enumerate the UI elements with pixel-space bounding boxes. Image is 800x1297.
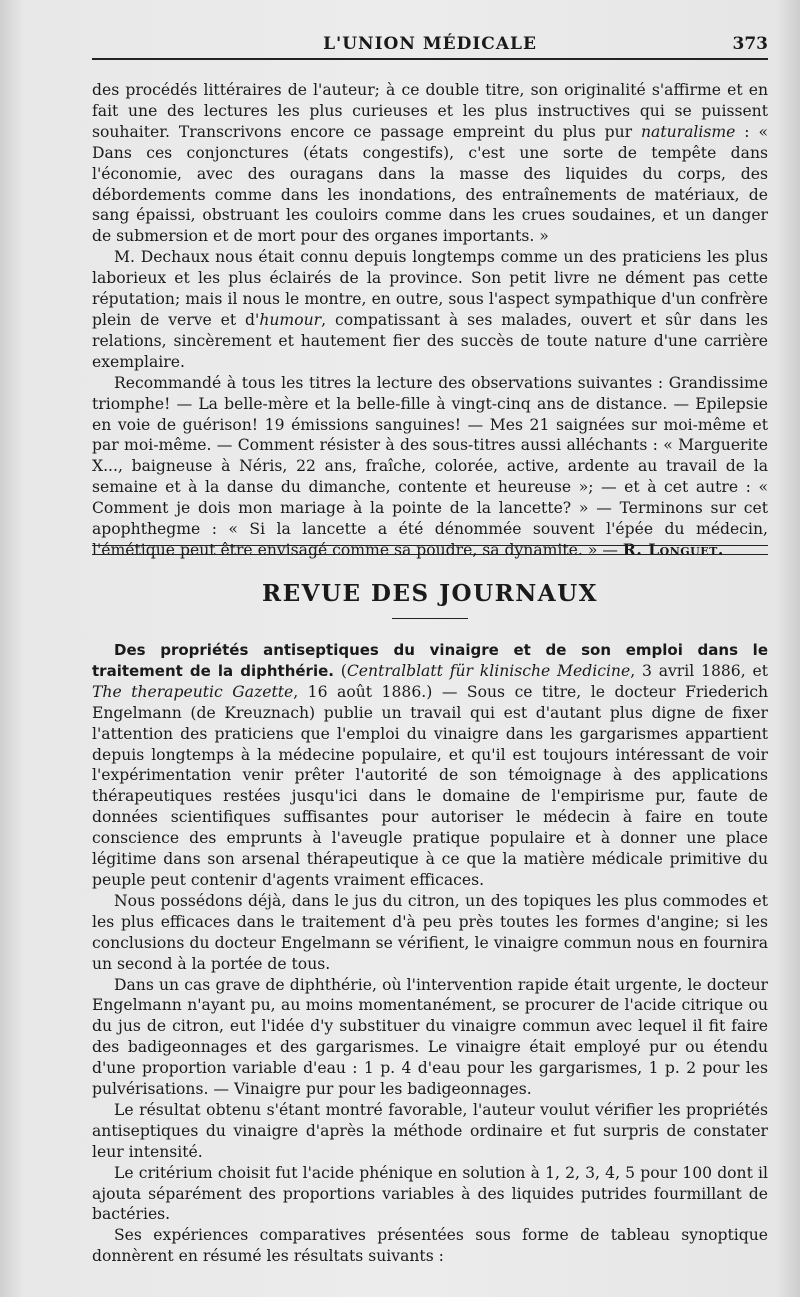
paragraph bbox=[92, 373, 768, 561]
text-run: ( bbox=[333, 661, 347, 680]
paragraph: Le critérium choisit fut l'acide phénique en solution à 1, 2, 3, 4, 5 pour 100 dont il ajouta séparément des proportions variables à des liquides putrides fourmillant de bactéries. bbox=[92, 1163, 768, 1224]
text-run: — Sous ce titre, le docteur Friederich Engelmann (de Kreuznach) publie un travail qui est d'autant plus digne de fixer l'attention des praticiens que l'emploi du vinaigre dans les gargarismes appartient depuis longtemps à la médecine populaire, et qu'il est toujours intéressant de voir l'expérimentation venir prêter l'autorité de son témoignage à des applications thérapeutiques restées jusqu'ici dans le domaine de l'empirisme pur, faute de données scientifiques suffisantes pour autoriser le médecin à faire en toute conscience des emprunts à l'aveugle pratique populaire et à donner une place légitime dans son arsenal thérapeutique à ce que la matière médicale primitive du peuple peut contenir d'agents vraiment efficaces. bbox=[92, 682, 769, 889]
title-rule bbox=[392, 618, 468, 619]
paragraph bbox=[92, 80, 768, 247]
text-run: , 3 avril 1886, et bbox=[630, 661, 768, 680]
italic-term: humour bbox=[259, 310, 322, 329]
journal-title: L'UNION MÉDICALE bbox=[323, 34, 537, 54]
text-run: , 16 août 1886.) bbox=[293, 682, 433, 701]
paragraph: Nous possédons déjà, dans le jus du citron, un des topiques les plus commodes et les plus efficaces dans le traitement d'à peu près toutes les formes d'angine; si les conclusions du docteur Engelmann se vérifient, le vinaigre commun nous en fournira un second à la portée de tous. bbox=[92, 891, 768, 973]
text-run: des procédés littéraires de l'auteur; à ce double titre, son originalité s'affirme et en fait une des lectures les plus curieuses et les plus instructives qui se puissent souhaiter. Transcrivons encore ce passage empreint du plus pur bbox=[92, 81, 768, 141]
section-title: REVUE DES JOURNAUX bbox=[261, 580, 599, 607]
text-run: Recommandé à tous les titres la lecture des observations suivantes : Grandissime triomphe! — La belle-mère et la belle-fille à vingt-cinq ans de distance. — Epilepsie en voie de guérison! 19 émissions sanguines! — Mes 21 saignées sur moi-même et par moi-même. — Comment résister à des sous-titres aussi alléchants : « Marguerite X..., baigneuse à Néris, 22 ans, fraîche, colorée, active, ardente au travail de la semaine et à la danse du dimanche, contente et heureuse »; — et à cet autre : « Comment je dois mon mariage à la pointe de la lancette? » — Terminons sur cet apophthegme : « Si la lancette a été dénommée souvent l'épée du médecin, l'émétique peut être envisagé comme sa poudre, sa dynamite. » — bbox=[92, 373, 768, 559]
running-head bbox=[92, 28, 768, 60]
text-run: : « Dans ces conjonctures (états congestifs), c'est une sorte de tempête dans l'économie, avec des ouragans dans la masse des liquides du corps, des débordements comme dans les inondations, des entraînements de matériaux, de sang épaissi, obstruant les couloirs comme dans les crues soudaines, et un danger de submersion et de mort pour des organes importants. » bbox=[92, 122, 768, 246]
journal-review-text bbox=[92, 640, 768, 1267]
paragraph: Le résultat obtenu s'étant montré favorable, l'auteur voulut vérifier les propriétés antiseptiques du vinaigre d'après la méthode ordinaire et fut surpris de constater leur intensité. bbox=[92, 1100, 768, 1161]
paragraph bbox=[92, 247, 768, 372]
page-number: 373 bbox=[732, 34, 768, 54]
book-review-text bbox=[92, 80, 768, 561]
section-divider bbox=[92, 545, 768, 555]
italic-term: naturalisme bbox=[640, 122, 736, 141]
paragraph: Dans un cas grave de diphthérie, où l'intervention rapide était urgente, le docteur Engelmann n'ayant pu, au moins momentanément, se procurer de l'acide citrique ou du jus de citron, eut l'idée d'y substituer du vinaigre commun avec lequel il fit faire des badigeonnages et des gargarismes. Le vinaigre était employé pur ou étendu d'une proportion variable d'eau : 1 p. 4 d'eau pour les gargarismes, 1 p. 2 pour les pulvérisations. — Vinaigre pur pour les badigeonnages. bbox=[92, 975, 768, 1099]
journal-reference: Centralblatt für klinische Medicine bbox=[346, 661, 631, 680]
text-run: M. Dechaux nous était connu depuis longtemps comme un des praticiens les plus laborieux et les plus éclairés de la province. Son petit livre ne dément pas cette réputation; mais il nous le montre, en outre, sous l'aspect sympathique d'un confrère plein de verve et d' bbox=[92, 248, 768, 329]
paragraph bbox=[92, 640, 768, 891]
text-run: , compatissant à ses malades, ouvert et sûr dans les relations, sincèrement et hautement fier des succès de toute nature d'une carrière exemplaire. bbox=[92, 310, 769, 371]
article-title: Des propriétés antiseptiques du vinaigre et de son emploi dans le traitement de la diphthérie. bbox=[92, 641, 768, 680]
journal-reference: The therapeutic Gazette bbox=[92, 682, 294, 701]
author-signature: R. Longuet. bbox=[622, 539, 724, 559]
paragraph: Ses expériences comparatives présentées sous forme de tableau synoptique donnèrent en résumé les résultats suivants : bbox=[92, 1226, 768, 1266]
